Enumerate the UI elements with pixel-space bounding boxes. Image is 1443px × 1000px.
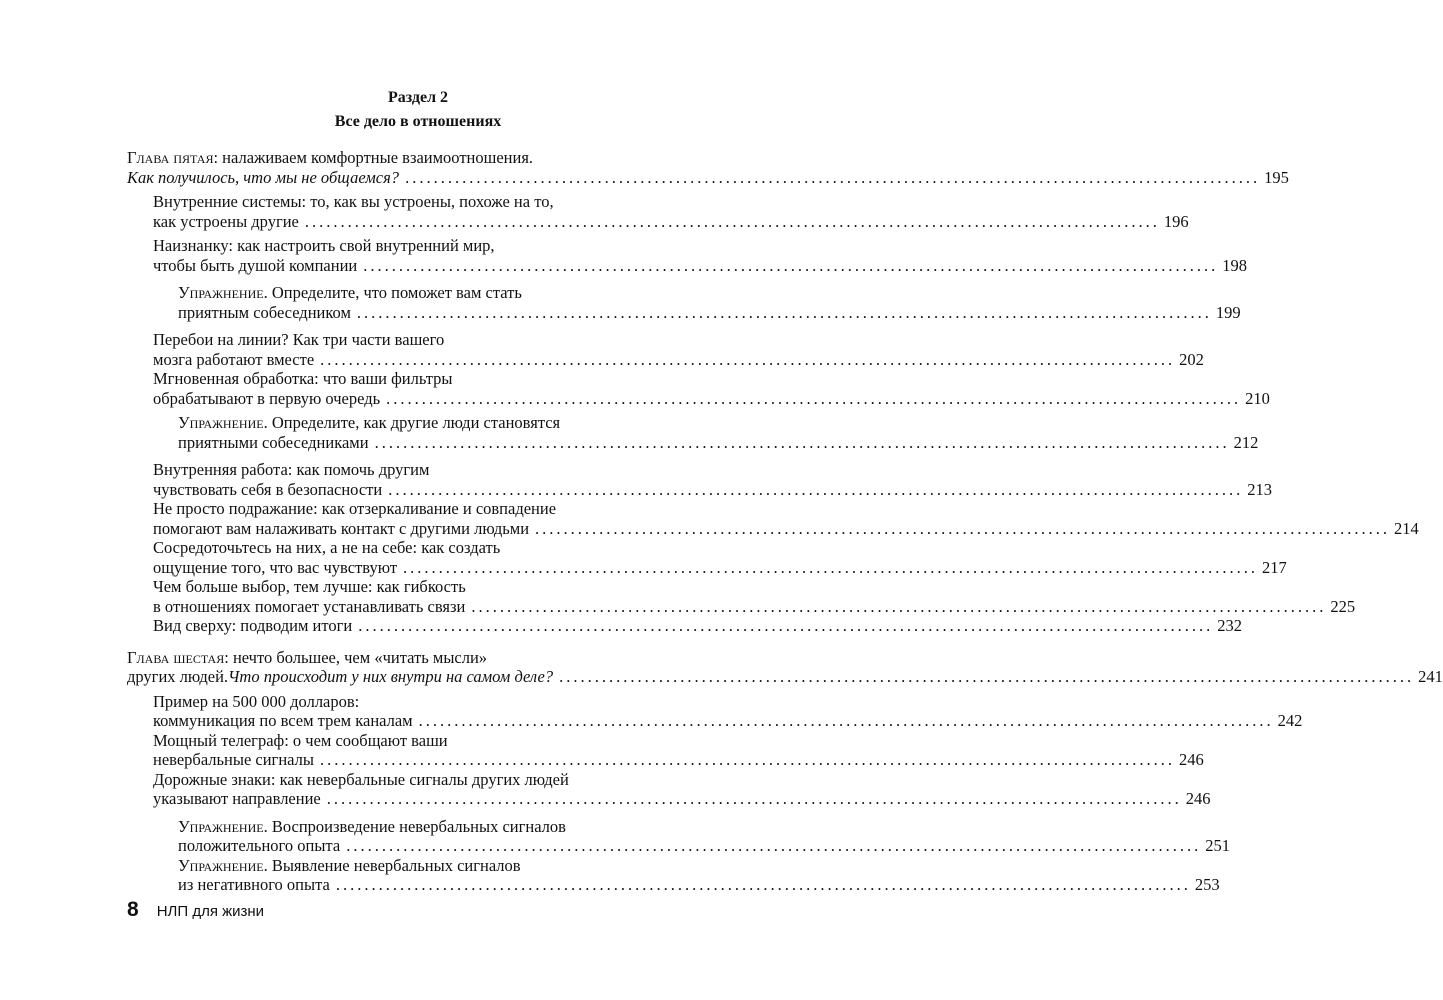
page-ref: 210: [1245, 388, 1270, 408]
chapter-subtitle: Что происходит у них внутри на самом деле?: [228, 667, 554, 686]
page-ref: 212: [1233, 432, 1259, 452]
entry-line-with-page: [153, 596, 1356, 617]
page-ref: 246: [1185, 789, 1211, 808]
entry-line-with-page: [178, 875, 1220, 895]
page-ref: 251: [1205, 836, 1230, 855]
running-title: НЛП для жизни: [156, 903, 265, 920]
dot-leader: ........................................................................................................................: [335, 875, 1191, 894]
section-subtitle: Все дело в отношениях: [334, 113, 502, 130]
dot-leader: ........................................................................................................................: [326, 789, 1182, 808]
page-ref: 241: [1418, 667, 1443, 686]
dot-leader: ........................................................................................................................: [358, 616, 1214, 635]
table-of-contents: [127, 148, 1443, 907]
page-ref: 232: [1217, 616, 1242, 635]
toc-exercise-entry: [127, 855, 1220, 895]
dot-leader: ........................................................................................................................: [346, 836, 1202, 855]
toc-entry: [127, 538, 1287, 577]
chapter-label: Глава шестая:: [127, 647, 229, 667]
dot-leader: ........................................................................................................................: [405, 167, 1261, 187]
entry-text: приятным собеседником: [178, 302, 351, 322]
toc-entry: [127, 577, 1356, 616]
chapter-subtitle-line: [127, 667, 1443, 687]
chapter-title: нечто большее, чем «читать мысли»: [228, 647, 488, 667]
toc-entry: [127, 330, 1204, 369]
dot-leader: ........................................................................................................................: [403, 557, 1259, 577]
entry-line: [178, 817, 708, 837]
dot-leader: ........................................................................................................................: [535, 518, 1391, 538]
exercise-label: Упражнение.: [178, 413, 268, 432]
entry-text: как устроены другие: [153, 211, 299, 231]
entry-text: Определите, как другие люди становятся: [267, 413, 561, 432]
dot-leader: ........................................................................................................................: [386, 388, 1242, 408]
entry-text: указывают направление: [153, 789, 321, 808]
entry-text: мозга работают вместе: [153, 349, 315, 369]
page-number: 8: [127, 898, 139, 921]
entry-text: чтобы быть душой компании: [153, 255, 358, 275]
entry-text: чувствовать себя в безопасности: [153, 479, 383, 499]
page-ref: 242: [1277, 711, 1303, 730]
entry-text: Воспроизведение невербальных сигналов: [267, 816, 566, 836]
chapter-title: налаживаем комфортные взаимоотношения.: [218, 148, 534, 167]
entry-line: Внутренняя работа: как помочь другим: [153, 460, 430, 479]
chapter-heading: [127, 148, 708, 168]
toc-exercise-entry: [127, 413, 1259, 452]
dot-leader: ........................................................................................................................: [356, 302, 1212, 322]
entry-line: [178, 856, 708, 876]
toc-entry: [127, 369, 1270, 408]
exercise-label: Упражнение.: [178, 816, 268, 836]
toc-entry: [127, 460, 1272, 499]
entry-text: Определите, что поможет вам стать: [267, 283, 522, 302]
toc-entry: [127, 691, 1303, 731]
entry-line-with-page: [153, 711, 1303, 731]
chapter-heading: [127, 648, 708, 668]
entry-line-with-page: [153, 518, 1419, 539]
toc-entry: [127, 769, 1211, 809]
entry-line: Мощный телеграф: о чем сообщают ваши: [153, 730, 448, 750]
exercise-label: Упражнение.: [178, 283, 268, 302]
entry-text: из негативного опыта: [178, 875, 330, 894]
dot-leader: ........................................................................................................................: [559, 667, 1415, 686]
toc-entry: [127, 192, 1189, 231]
entry-text: положительного опыта: [178, 836, 341, 855]
chapter-label: Глава пятая:: [127, 148, 219, 167]
toc-exercise-entry: [127, 283, 1241, 322]
entry-text: невербальные сигналы: [153, 750, 314, 769]
chapter-six: [127, 647, 1443, 895]
entry-line: Чем больше выбор, тем лучше: как гибкость: [153, 577, 466, 596]
entry-line: [178, 413, 708, 433]
entry-line: [178, 283, 708, 303]
entry-line-with-page: [153, 750, 1204, 770]
page-ref: 217: [1262, 557, 1287, 577]
page-ref: 253: [1194, 875, 1220, 894]
page-ref: 213: [1247, 479, 1272, 499]
entry-line-with-page: [153, 388, 1270, 409]
entry-line-with-page: [178, 836, 1230, 856]
page-footer: [127, 898, 264, 922]
toc-entry: [127, 616, 1242, 636]
entry-line-with-page: [153, 479, 1272, 500]
dot-leader: ........................................................................................................................: [304, 211, 1160, 231]
toc-exercise-entry: [127, 816, 1230, 856]
entry-line: Наизнанку: как настроить свой внутренний мир,: [153, 236, 495, 255]
entry-line-with-page: [178, 302, 1241, 323]
entry-text: Вид сверху: подводим итоги: [153, 616, 353, 635]
dot-leader: ........................................................................................................................: [363, 255, 1219, 275]
entry-line: Мгновенная обработка: что ваши фильтры: [153, 369, 453, 388]
entry-line-with-page: [153, 349, 1204, 370]
entry-text: обрабатывают в первую очередь: [153, 388, 381, 408]
entry-line: Перебои на линии? Как три части вашего: [153, 330, 445, 349]
entry-line-with-page: [153, 211, 1189, 232]
page-ref: 199: [1215, 302, 1241, 322]
section-heading: [0, 86, 836, 134]
entry-text: в отношениях помогает устанавливать связи: [153, 596, 466, 616]
toc-entry: [127, 730, 1204, 770]
entry-line: Пример на 500 000 долларов:: [153, 691, 360, 711]
dot-leader: ........................................................................................................................: [388, 479, 1244, 499]
entry-line-with-page: [178, 432, 1259, 453]
chapter-subtitle-line: [127, 167, 1289, 188]
page-ref: 198: [1222, 255, 1247, 275]
entry-line: Сосредоточьтесь на них, а не на себе: как создать: [153, 538, 501, 557]
chapter-subtitle: Как получилось, что мы не общаемся?: [127, 167, 400, 187]
page-ref: 246: [1178, 750, 1204, 769]
entry-text: Выявление невербальных сигналов: [267, 855, 521, 875]
dot-leader: ........................................................................................................................: [471, 596, 1327, 616]
entry-line-with-page: [153, 557, 1287, 578]
entry-line: Не просто подражание: как отзеркаливание и совпадение: [153, 499, 557, 518]
entry-line: Дорожные знаки: как невербальные сигналы других людей: [153, 769, 569, 789]
entry-text: помогают вам налаживать контакт с другими людьми: [153, 518, 530, 538]
page-ref: 214: [1394, 518, 1419, 538]
exercise-label: Упражнение.: [178, 855, 268, 875]
entry-line-with-page: [153, 789, 1211, 809]
entry-line: Внутренние системы: то, как вы устроены, похоже на то,: [153, 192, 554, 211]
entry-text: ощущение того, что вас чувствуют: [153, 557, 398, 577]
entry-line-with-page: [153, 616, 1242, 636]
page-ref: 196: [1163, 211, 1189, 231]
entry-line-with-page: [153, 255, 1247, 276]
page-ref: 202: [1179, 349, 1204, 369]
chapter-five: [127, 148, 1419, 636]
entry-text: приятными собеседниками: [178, 432, 369, 452]
entry-text: коммуникация по всем трем каналам: [153, 711, 413, 730]
dot-leader: ........................................................................................................................: [418, 711, 1274, 730]
chapter-subtitle-prefix: других людей.: [127, 667, 229, 686]
section-title: Раздел 2: [387, 89, 449, 106]
page-ref: 195: [1264, 167, 1289, 187]
page-ref: 225: [1330, 596, 1356, 616]
toc-entry: [127, 236, 1247, 275]
toc-entry: [127, 499, 1419, 538]
dot-leader: ........................................................................................................................: [374, 432, 1230, 452]
dot-leader: ........................................................................................................................: [320, 349, 1176, 369]
dot-leader: ........................................................................................................................: [319, 750, 1175, 769]
